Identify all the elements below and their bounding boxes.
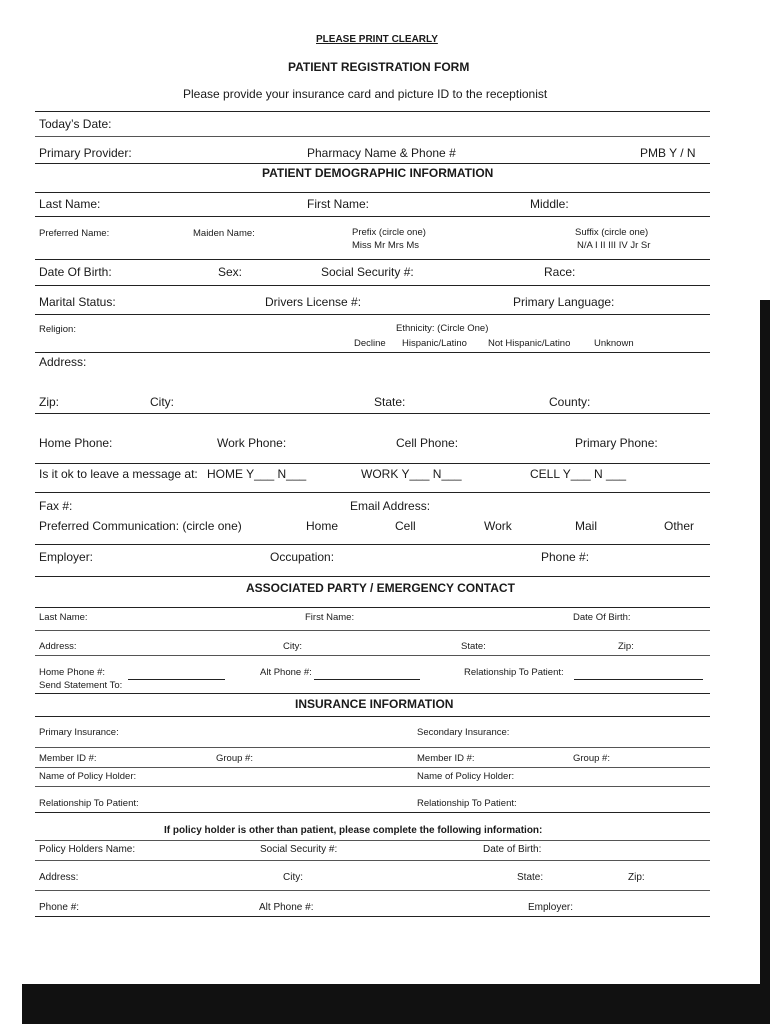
secondary-insurance-label: Secondary Insurance: xyxy=(417,727,510,738)
divider xyxy=(35,607,710,608)
divider xyxy=(35,259,710,260)
policy-holder-label: Name of Policy Holder: xyxy=(39,771,137,782)
pharmacy-label: Pharmacy Name & Phone # xyxy=(307,146,456,160)
fax-label: Fax #: xyxy=(39,499,73,513)
ethnicity-label: Ethnicity: (Circle One) xyxy=(396,323,489,334)
sex-label: Sex: xyxy=(218,265,243,279)
member-id-2-label: Member ID #: xyxy=(417,753,475,764)
middle-label: Middle: xyxy=(530,197,569,211)
divider xyxy=(35,314,710,315)
ec-relationship-label: Relationship To Patient: xyxy=(464,667,564,678)
print-notice: PLEASE PRINT CLEARLY xyxy=(316,34,438,45)
home-phone-label: Home Phone: xyxy=(39,436,113,450)
todays-date-label: Today’s Date: xyxy=(39,117,112,131)
comm-other[interactable]: Other xyxy=(664,519,695,533)
occupation-label: Occupation: xyxy=(270,550,335,564)
ec-last-name-label: Last Name: xyxy=(39,612,88,623)
divider xyxy=(35,544,710,545)
divider xyxy=(35,492,710,493)
first-name-label: First Name: xyxy=(307,197,370,211)
ec-address-label: Address: xyxy=(39,641,77,652)
divider xyxy=(35,747,710,748)
divider xyxy=(35,716,710,717)
maiden-name-label: Maiden Name: xyxy=(193,228,255,239)
ph-dob-label: Date of Birth: xyxy=(483,844,542,855)
divider xyxy=(35,352,710,353)
divider xyxy=(35,413,710,414)
prefix-label: Prefix (circle one) xyxy=(352,227,426,238)
divider xyxy=(35,111,710,112)
ethnicity-hispanic[interactable]: Hispanic/Latino xyxy=(402,338,467,349)
divider xyxy=(35,192,710,193)
divider xyxy=(35,860,710,861)
county-label: County: xyxy=(549,395,591,409)
member-id-label: Member ID #: xyxy=(39,753,97,764)
emergency-heading: ASSOCIATED PARTY / EMERGENCY CONTACT xyxy=(246,581,515,595)
ins-relationship-2-label: Relationship To Patient: xyxy=(417,798,517,809)
ethnicity-decline[interactable]: Decline xyxy=(354,338,386,349)
work-phone-label: Work Phone: xyxy=(217,436,287,450)
marital-status-label: Marital Status: xyxy=(39,295,116,309)
email-label: Email Address: xyxy=(350,499,431,513)
ph-address-label: Address: xyxy=(39,872,79,883)
ph-ssn-label: Social Security #: xyxy=(260,844,338,855)
divider xyxy=(35,786,710,787)
todays-date-line[interactable] xyxy=(35,136,710,137)
divider xyxy=(35,693,710,694)
ethnicity-not-hispanic[interactable]: Not Hispanic/Latino xyxy=(488,338,571,349)
form-title: PATIENT REGISTRATION FORM xyxy=(288,60,470,74)
message-home[interactable]: HOME Y___ N___ xyxy=(207,467,307,481)
divider xyxy=(35,655,710,656)
form-instruction: Please provide your insurance card and picture ID to the receptionist xyxy=(183,87,548,101)
scan-edge-bottom xyxy=(22,984,770,1024)
suffix-options[interactable]: N/A I II III IV Jr Sr xyxy=(577,240,651,251)
insurance-heading: INSURANCE INFORMATION xyxy=(295,697,454,711)
ph-state-label: State: xyxy=(517,872,544,883)
zip-label: Zip: xyxy=(39,395,60,409)
divider xyxy=(35,812,710,813)
divider xyxy=(35,916,710,917)
comm-mail[interactable]: Mail xyxy=(575,519,598,533)
ssn-label: Social Security #: xyxy=(321,265,414,279)
policy-holder-2-label: Name of Policy Holder: xyxy=(417,771,515,782)
divider xyxy=(35,216,710,217)
divider xyxy=(35,163,710,164)
group-label: Group #: xyxy=(216,753,253,764)
drivers-license-label: Drivers License #: xyxy=(265,295,362,309)
divider xyxy=(35,463,710,464)
ph-zip-label: Zip: xyxy=(628,872,645,883)
ec-zip-label: Zip: xyxy=(618,641,634,652)
policy-holder-note: If policy holder is other than patient, please complete the following information: xyxy=(164,825,543,836)
divider xyxy=(35,890,710,891)
last-name-label: Last Name: xyxy=(39,197,101,211)
group-2-label: Group #: xyxy=(573,753,610,764)
ec-relationship-line[interactable] xyxy=(574,679,703,680)
primary-provider-label: Primary Provider: xyxy=(39,146,132,160)
comm-work[interactable]: Work xyxy=(484,519,512,533)
divider xyxy=(35,630,710,631)
ec-dob-label: Date Of Birth: xyxy=(573,612,631,623)
ins-relationship-label: Relationship To Patient: xyxy=(39,798,139,809)
divider xyxy=(35,767,710,768)
ec-first-name-label: First Name: xyxy=(305,612,355,623)
suffix-label: Suffix (circle one) xyxy=(575,227,649,238)
city-label: City: xyxy=(150,395,174,409)
comm-cell[interactable]: Cell xyxy=(395,519,416,533)
dob-label: Date Of Birth: xyxy=(39,265,112,279)
message-prompt: Is it ok to leave a message at: xyxy=(39,467,198,481)
state-label: State: xyxy=(374,395,406,409)
divider xyxy=(35,576,710,577)
cell-phone-label: Cell Phone: xyxy=(396,436,459,450)
primary-language-label: Primary Language: xyxy=(513,295,615,309)
ec-state-label: State: xyxy=(461,641,486,652)
preferred-name-label: Preferred Name: xyxy=(39,228,110,239)
divider xyxy=(35,285,710,286)
phone-label: Phone #: xyxy=(541,550,590,564)
address-label: Address: xyxy=(39,355,87,369)
ph-phone-label: Phone #: xyxy=(39,902,80,913)
ec-home-phone-line[interactable] xyxy=(128,679,225,680)
ph-employer-label: Employer: xyxy=(528,902,574,913)
ec-alt-phone-label: Alt Phone #: xyxy=(260,667,312,678)
primary-insurance-label: Primary Insurance: xyxy=(39,727,119,738)
pmb-label: PMB Y / N xyxy=(640,146,696,160)
ph-name-label: Policy Holders Name: xyxy=(39,844,136,855)
message-work[interactable]: WORK Y___ N___ xyxy=(361,467,462,481)
ec-alt-phone-line[interactable] xyxy=(314,679,420,680)
prefix-options[interactable]: Miss Mr Mrs Ms xyxy=(352,240,420,251)
race-label: Race: xyxy=(544,265,576,279)
ph-alt-phone-label: Alt Phone #: xyxy=(259,902,314,913)
employer-label: Employer: xyxy=(39,550,94,564)
comm-home[interactable]: Home xyxy=(306,519,339,533)
divider xyxy=(35,840,710,841)
preferred-comm-label: Preferred Communication: (circle one) xyxy=(39,519,242,533)
demographic-heading: PATIENT DEMOGRAPHIC INFORMATION xyxy=(262,166,494,180)
religion-label: Religion: xyxy=(39,324,76,335)
scan-edge-right xyxy=(760,300,770,984)
ethnicity-unknown[interactable]: Unknown xyxy=(594,338,634,349)
ec-city-label: City: xyxy=(283,641,302,652)
ec-home-phone-label: Home Phone #: xyxy=(39,667,106,678)
ph-city-label: City: xyxy=(283,872,303,883)
send-statement-label: Send Statement To: xyxy=(39,680,123,691)
primary-phone-label: Primary Phone: xyxy=(575,436,658,450)
message-cell[interactable]: CELL Y___ N ___ xyxy=(530,467,627,481)
